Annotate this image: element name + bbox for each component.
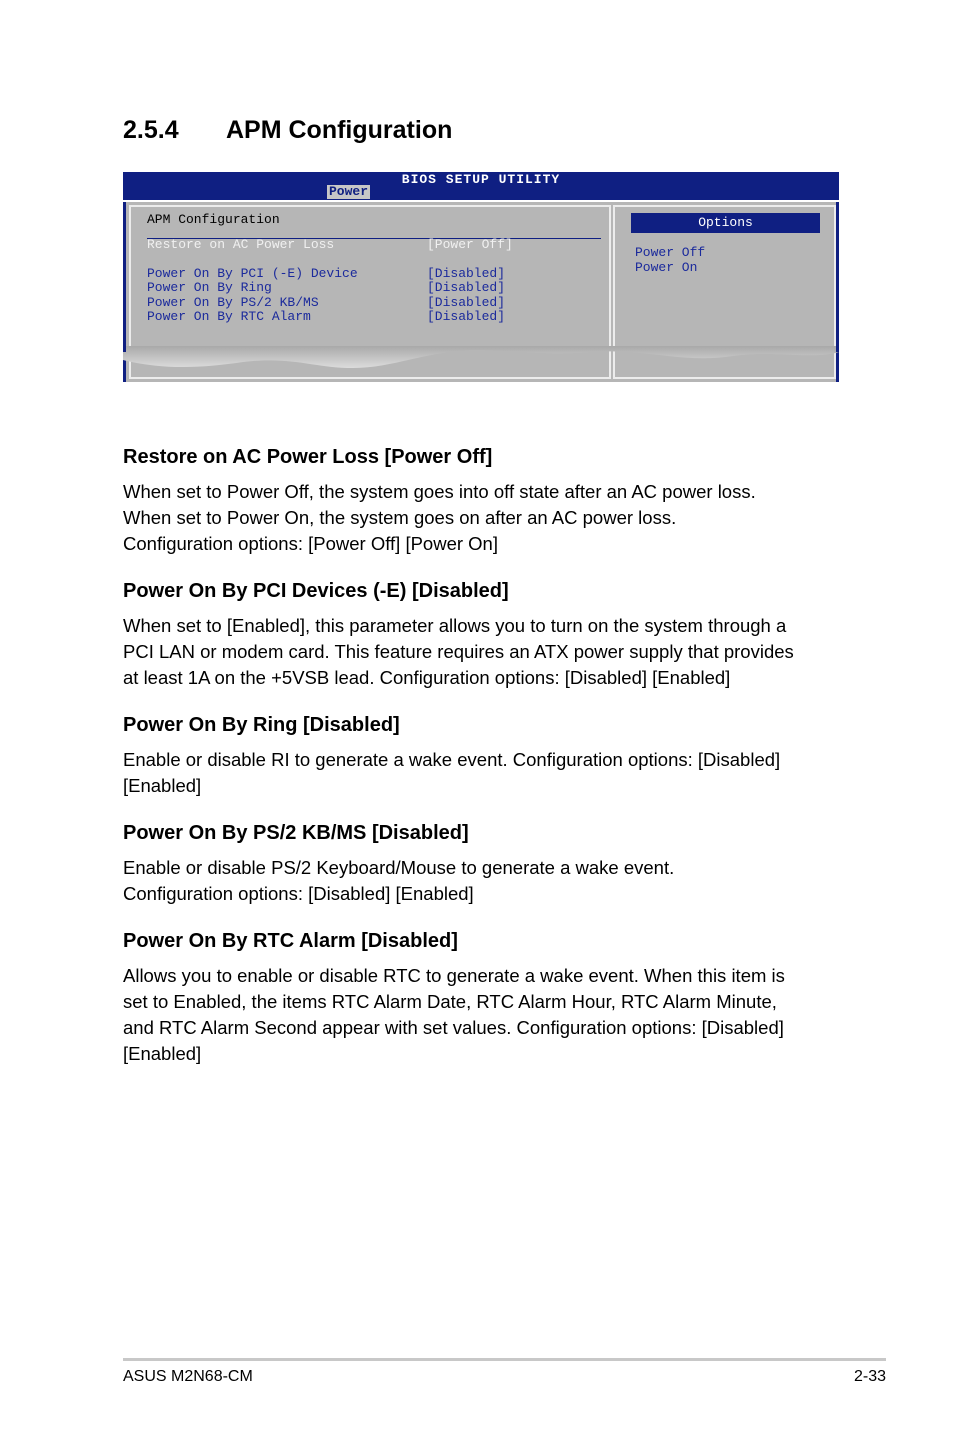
bios-options-title: Options xyxy=(631,213,820,233)
bios-tab-power[interactable]: Power xyxy=(329,184,369,199)
help-heading-pci: Power On By PCI Devices (-E) [Disabled] xyxy=(123,580,509,602)
help-line: set to Enabled, the items RTC Alarm Date, RTC Alarm Hour, RTC Alarm Minute, xyxy=(123,991,777,1012)
footer-page-number: 2-33 xyxy=(853,1368,886,1385)
torn-edge-decoration xyxy=(123,346,839,384)
footer-divider xyxy=(123,1358,886,1361)
help-heading-ring: Power On By Ring [Disabled] xyxy=(123,714,400,736)
bios-option-power-on[interactable]: Power On xyxy=(635,260,698,275)
help-line: at least 1A on the +5VSB lead. Configuration options: [Disabled] [Enabled] xyxy=(123,667,731,688)
help-line: and RTC Alarm Second appear with set values. Configuration options: [Disabled] xyxy=(123,1017,784,1038)
bios-item-ring-value[interactable]: [Disabled] xyxy=(427,280,506,295)
help-text-restore-ac xyxy=(123,479,843,557)
help-line: [Enabled] xyxy=(123,1043,202,1064)
help-line: When set to Power On, the system goes on after an AC power loss. xyxy=(123,507,677,528)
bios-utility-title: BIOS SETUP UTILITY xyxy=(401,172,561,187)
bios-panel-heading: APM Configuration xyxy=(147,212,280,227)
bios-item-pci-value[interactable]: [Disabled] xyxy=(427,266,506,281)
help-heading-restore-ac: Restore on AC Power Loss [Power Off] xyxy=(123,446,493,468)
bios-item-ring-label[interactable]: Power On By Ring xyxy=(147,280,272,295)
help-text-rtc xyxy=(123,963,843,1067)
bios-option-power-off[interactable]: Power Off xyxy=(635,245,706,260)
section-title-text: APM Configuration xyxy=(226,116,453,144)
bios-screenshot xyxy=(123,172,839,382)
help-text-pci xyxy=(123,613,843,691)
bios-item-restore-ac-label[interactable]: Restore on AC Power Loss xyxy=(147,237,335,252)
bios-item-pci-label[interactable]: Power On By PCI (-E) Device xyxy=(147,266,358,281)
bios-item-restore-ac-value[interactable]: [Power Off] xyxy=(427,237,513,252)
bios-item-ps2-value[interactable]: [Disabled] xyxy=(427,295,506,310)
bios-header xyxy=(123,172,839,200)
footer-model: ASUS M2N68-CM xyxy=(123,1368,253,1385)
bios-item-ps2-label[interactable]: Power On By PS/2 KB/MS xyxy=(147,295,319,310)
help-line: Configuration options: [Power Off] [Power On] xyxy=(123,533,498,554)
bios-item-rtc-value[interactable]: [Disabled] xyxy=(427,309,506,324)
help-line: Enable or disable RI to generate a wake event. Configuration options: [Disabled] xyxy=(123,749,781,770)
help-line: PCI LAN or modem card. This feature requires an ATX power supply that provides xyxy=(123,641,794,662)
help-line: When set to Power Off, the system goes into off state after an AC power loss. xyxy=(123,481,756,502)
help-heading-ps2: Power On By PS/2 KB/MS [Disabled] xyxy=(123,822,469,844)
help-line: [Enabled] xyxy=(123,775,202,796)
help-line: Configuration options: [Disabled] [Enabled] xyxy=(123,883,474,904)
help-line: When set to [Enabled], this parameter allows you to turn on the system through a xyxy=(123,615,787,636)
section-title xyxy=(123,116,452,145)
help-text-ring xyxy=(123,747,843,799)
help-text-ps2 xyxy=(123,855,843,907)
help-line: Enable or disable PS/2 Keyboard/Mouse to generate a wake event. xyxy=(123,857,675,878)
help-line: Allows you to enable or disable RTC to generate a wake event. When this item is xyxy=(123,965,785,986)
bios-item-rtc-label[interactable]: Power On By RTC Alarm xyxy=(147,309,311,324)
section-number: 2.5.4 xyxy=(123,116,179,144)
help-heading-rtc: Power On By RTC Alarm [Disabled] xyxy=(123,930,458,952)
